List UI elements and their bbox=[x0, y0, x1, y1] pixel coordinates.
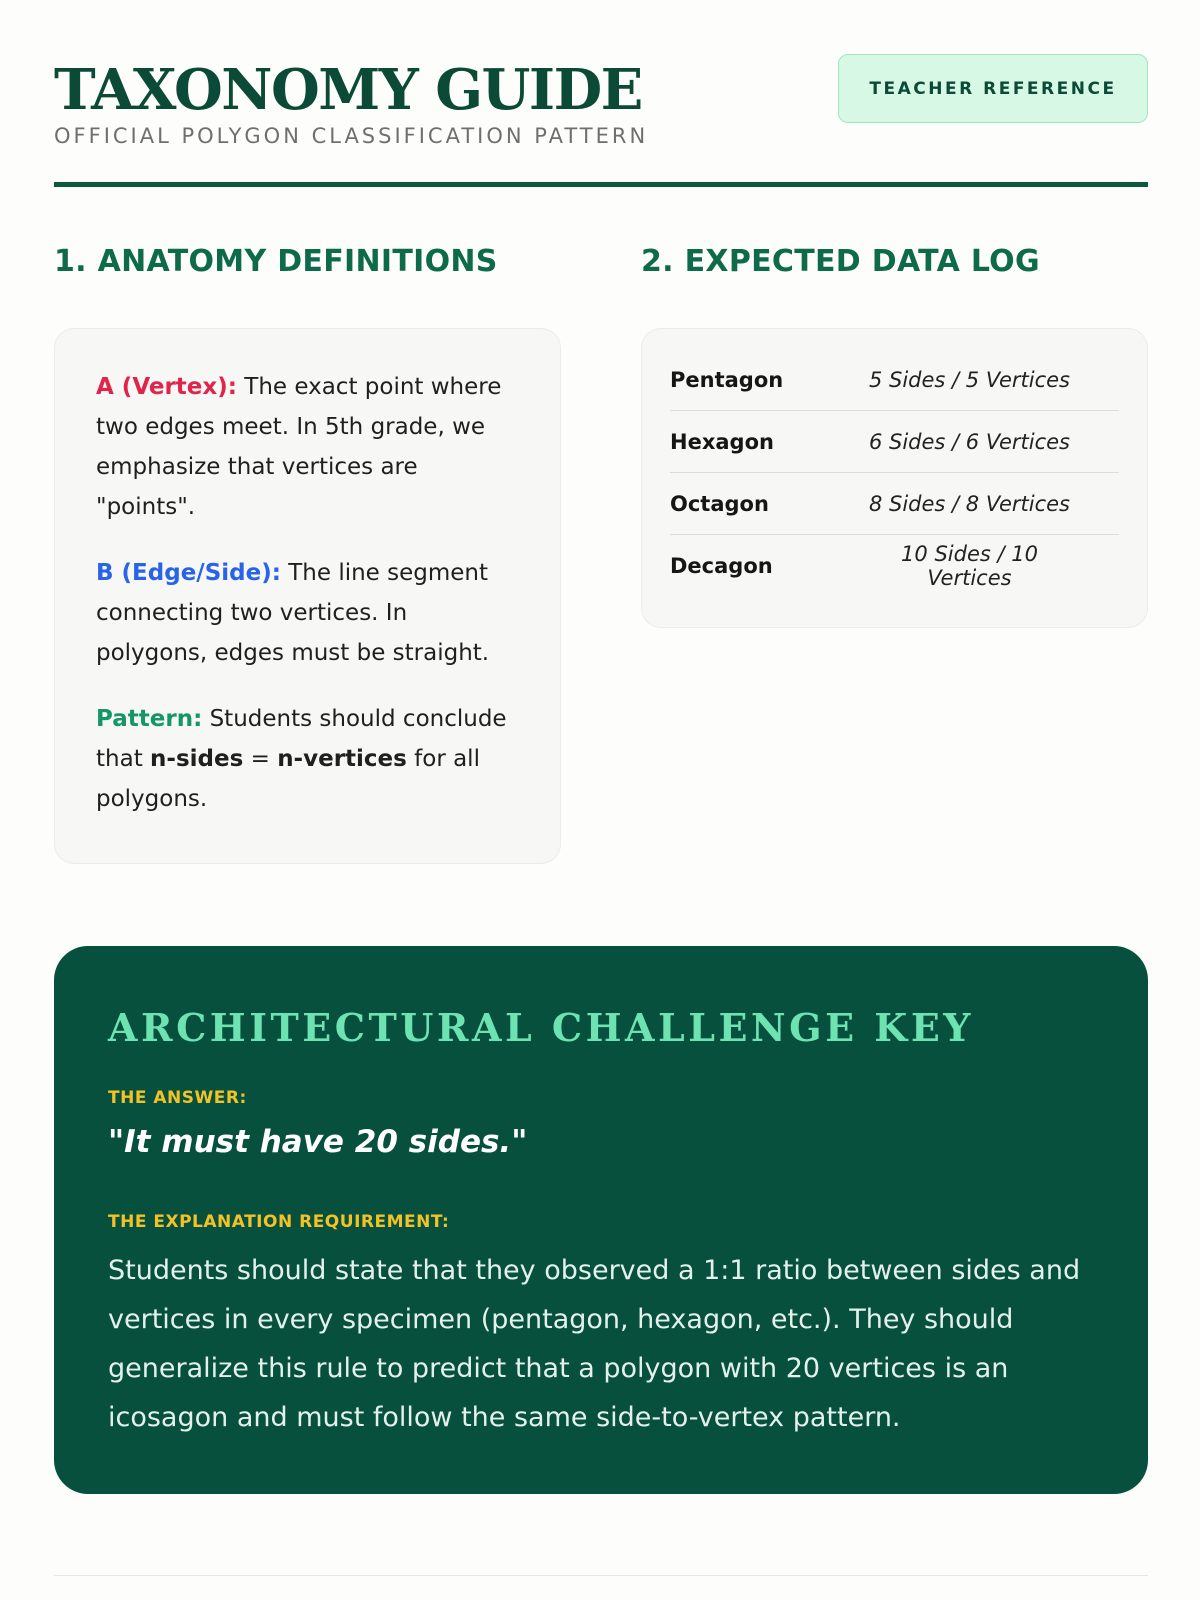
data-log-row bbox=[670, 473, 1119, 535]
answer-label: THE ANSWER: bbox=[108, 1088, 247, 1108]
page-subtitle: OFFICIAL POLYGON CLASSIFICATION PATTERN bbox=[54, 124, 649, 148]
definition-pattern-tail: for all polygons. bbox=[96, 746, 480, 812]
anatomy-definitions-card bbox=[54, 328, 561, 864]
definition-vertex-text: The exact point where two edges meet. In 5th grade, we emphasize that vertices are "points". bbox=[96, 374, 502, 520]
definition-pattern-text: Students should conclude that bbox=[96, 706, 507, 772]
polygon-name: Hexagon bbox=[670, 429, 774, 454]
polygon-counts: 5 Sides / 5 Vertices bbox=[868, 367, 1071, 392]
data-log-card bbox=[641, 328, 1148, 628]
teacher-reference-badge: TEACHER REFERENCE bbox=[838, 54, 1148, 123]
polygon-name: Pentagon bbox=[670, 367, 784, 392]
definition-pattern-label: Pattern: bbox=[96, 706, 203, 732]
definition-vertex-label: A (Vertex): bbox=[96, 374, 237, 400]
page-title: TAXONOMY GUIDE bbox=[54, 57, 642, 123]
definition-edge bbox=[96, 553, 524, 673]
footer-divider bbox=[54, 1575, 1148, 1576]
definition-edge-text: The line segment connecting two vertices. In polygons, edges must be straight. bbox=[96, 560, 490, 666]
explanation-text: Students should state that they observed a 1:1 ratio between sides and vertices in every specimen (pentagon, hexagon, etc.). They should generalize this rule to predict that a polygon with 20 vertices is an icosagon and must follow the same side-to-vertex pattern. bbox=[108, 1255, 1081, 1433]
explanation-label: THE EXPLANATION REQUIREMENT: bbox=[108, 1212, 450, 1232]
header-divider bbox=[54, 182, 1148, 187]
page bbox=[54, 0, 1148, 1600]
challenge-key-panel bbox=[54, 946, 1148, 1494]
definition-vertex bbox=[96, 367, 524, 527]
challenge-key-title: ARCHITECTURAL CHALLENGE KEY bbox=[108, 1005, 974, 1050]
data-log-row bbox=[670, 535, 1119, 597]
definition-edge-label: B (Edge/Side): bbox=[96, 560, 281, 586]
data-log-section-title: 2. EXPECTED DATA LOG bbox=[641, 244, 1040, 279]
definition-pattern-n-sides: n-sides bbox=[150, 746, 244, 772]
header bbox=[54, 58, 1148, 188]
answer-text: "It must have 20 sides." bbox=[108, 1124, 528, 1160]
polygon-counts: 10 Sides / 10 Vertices bbox=[901, 542, 1038, 590]
definition-pattern-equals: = bbox=[243, 746, 278, 772]
polygon-name: Decagon bbox=[670, 554, 773, 578]
polygon-counts: 6 Sides / 6 Vertices bbox=[868, 429, 1071, 454]
definition-pattern-n-vertices: n-vertices bbox=[277, 746, 407, 772]
anatomy-section-title: 1. ANATOMY DEFINITIONS bbox=[54, 244, 498, 279]
data-log-row bbox=[670, 349, 1119, 411]
data-log-row bbox=[670, 411, 1119, 473]
polygon-name: Octagon bbox=[670, 491, 769, 516]
polygon-counts: 8 Sides / 8 Vertices bbox=[868, 491, 1071, 516]
definition-pattern bbox=[96, 699, 524, 819]
